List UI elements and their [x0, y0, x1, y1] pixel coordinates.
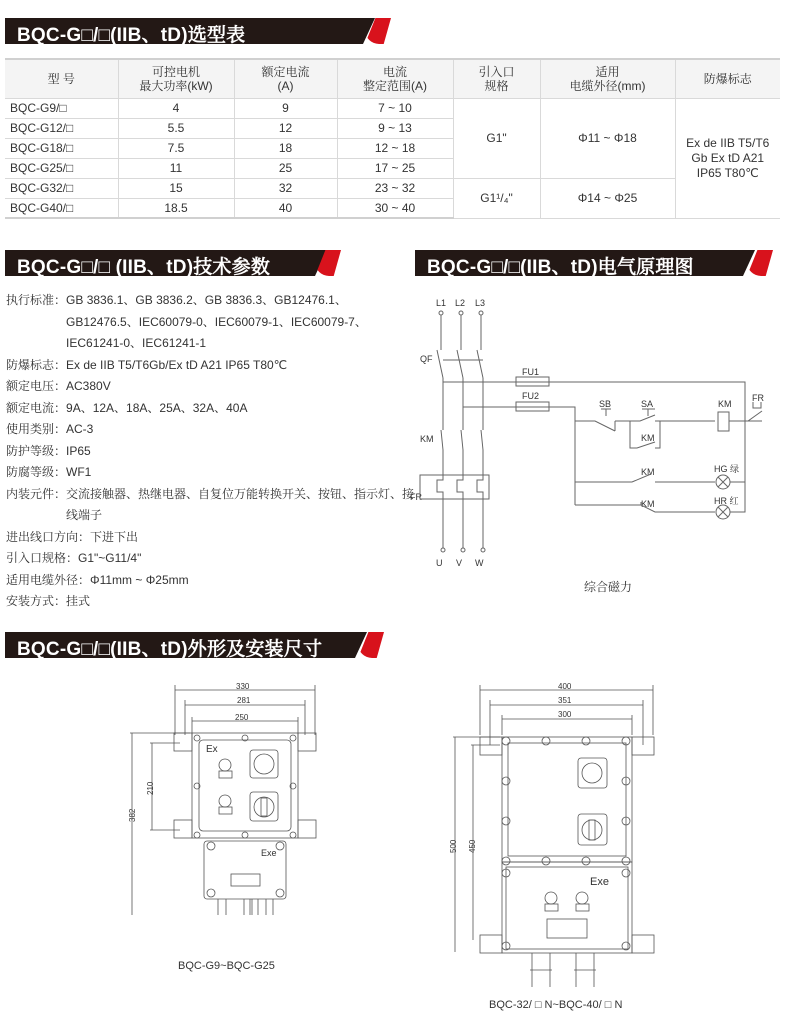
- table-row: [5, 98, 780, 118]
- cell-range: 12 ~ 18: [337, 138, 453, 158]
- param-label: 额定电流：: [6, 400, 67, 415]
- header-cable: 适用 电缆外径(mm): [540, 59, 675, 98]
- param-value: G1"~G11/4": [78, 551, 142, 565]
- bolt-icons: [502, 737, 630, 950]
- cell-current: 12: [234, 118, 337, 138]
- power-circuit: [420, 311, 745, 552]
- table-row: [5, 178, 780, 198]
- param-standards: [6, 290, 416, 355]
- section-title: BQC-G□/□(IIB、tD)外形及安装尺寸: [17, 639, 323, 660]
- dim-width-400: 400: [558, 682, 572, 691]
- cell-inlet: G1": [453, 98, 540, 178]
- param-value: Ex de IIB T5/T6Gb/Ex tD A21 IP65 T80℃: [66, 357, 288, 372]
- param-current: [6, 398, 416, 420]
- header-inlet: 引入口 规格: [453, 59, 540, 98]
- label-v: V: [456, 558, 463, 568]
- section-banner-parameters: [5, 250, 350, 276]
- label-hg-green: HG 绿: [714, 464, 740, 474]
- cell-range: 17 ~ 25: [337, 158, 453, 178]
- cell-model: BQC-G12/□: [5, 118, 118, 138]
- param-label: 安装方式：: [6, 594, 67, 608]
- cell-range: 9 ~ 13: [337, 118, 453, 138]
- cell-range: 30 ~ 40: [337, 198, 453, 218]
- param-value: 交流接触器、热继电器、自复位万能转换开关、按钮、指示灯、接线端子: [66, 486, 415, 522]
- cell-power: 5.5: [118, 118, 234, 138]
- label-fu2: FU2: [522, 391, 540, 401]
- label-km-coil: KM: [718, 399, 732, 409]
- parameter-list: [6, 290, 416, 613]
- small-drawing-caption: BQC-G9~BQC-G25: [178, 960, 275, 972]
- cell-current: 9: [234, 98, 337, 118]
- header-current: 额定电流 (A): [234, 59, 337, 98]
- dimension-drawing-small: [120, 675, 340, 915]
- header-power: 可控电机 最大功率(kW): [118, 59, 234, 98]
- dim-width-330: 330: [236, 682, 250, 691]
- cell-current: 40: [234, 198, 337, 218]
- cell-current: 32: [234, 178, 337, 198]
- exe-label: Exe: [261, 848, 277, 858]
- param-label: 内装元件：: [6, 486, 67, 501]
- cell-power: 18.5: [118, 198, 234, 218]
- param-label: 执行标准：: [6, 293, 67, 307]
- label-qf: QF: [420, 354, 433, 364]
- param-cable: [6, 570, 416, 592]
- dimension-drawing-large: [440, 675, 670, 995]
- section-banner-schematic: [415, 250, 780, 276]
- ex-label: Ex: [206, 744, 218, 755]
- cell-power: 4: [118, 98, 234, 118]
- section-title: BQC-G□/□(IIB、tD)选型表: [17, 25, 246, 46]
- dim-height-500: 500: [449, 839, 458, 853]
- label-fr-relay: FR: [410, 492, 422, 502]
- indicator-lamp-icon: [219, 759, 231, 771]
- dim-height-382: 382: [128, 808, 137, 822]
- cell-model: BQC-G25/□: [5, 158, 118, 178]
- cell-range: 7 ~ 10: [337, 98, 453, 118]
- dim-width-351: 351: [558, 696, 572, 705]
- label-l1: L1: [436, 298, 447, 308]
- header-mark: 防爆标志: [675, 59, 780, 98]
- param-value: AC380V: [66, 379, 111, 393]
- cell-current: 18: [234, 138, 337, 158]
- cell-model: BQC-G40/□: [5, 198, 118, 218]
- label-hr-red: HR 红: [714, 496, 739, 506]
- param-label: 进出线口方向：: [6, 529, 91, 544]
- label-w: W: [475, 558, 484, 568]
- header-model: 型 号: [5, 59, 118, 98]
- param-category: [6, 419, 416, 441]
- cell-cable: Φ14 ~ Φ25: [540, 178, 675, 218]
- table-header-row: [5, 59, 780, 98]
- cell-inlet: G1¹/₄": [453, 178, 540, 218]
- cell-range: 23 ~ 32: [337, 178, 453, 198]
- label-l3: L3: [475, 298, 486, 308]
- param-label: 防护等级：: [6, 443, 67, 458]
- param-value: WF1: [66, 465, 92, 479]
- label-l2: L2: [455, 298, 466, 308]
- exe-label: Exe: [590, 876, 609, 888]
- param-value: AC-3: [66, 422, 94, 436]
- section-banner-selection: [5, 18, 400, 44]
- label-fr-contact: FR: [752, 393, 764, 403]
- param-value: GB 3836.1、GB 3836.2、GB 3836.3、GB12476.1、GB12476.5、IEC60079-0、IEC60079-1、IEC60079-7、IEC61241-0、IEC61241-1: [66, 293, 367, 350]
- cell-model: BQC-G18/□: [5, 138, 118, 158]
- label-km-nc: KM: [641, 499, 655, 509]
- cell-cable: Φ11 ~ Φ18: [540, 98, 675, 178]
- dim-width-281: 281: [237, 696, 251, 705]
- section-title: BQC-G□/□ (IIB、tD)技术参数: [17, 257, 271, 278]
- section-banner-dimensions: [5, 632, 390, 658]
- cell-model: BQC-G9/□: [5, 98, 118, 118]
- label-sb: SB: [599, 399, 612, 409]
- cell-model: BQC-G32/□: [5, 178, 118, 198]
- dim-width-250: 250: [235, 713, 249, 722]
- large-drawing-caption: BQC-32/ □ N~BQC-40/ □ N: [489, 999, 623, 1011]
- section-title: BQC-G□/□(IIB、tD)电气原理图: [427, 257, 694, 278]
- schematic-caption: 综合磁力: [584, 580, 633, 594]
- cell-power: 15: [118, 178, 234, 198]
- param-label: 适用电缆外径：: [6, 572, 91, 587]
- param-protection: [6, 441, 416, 463]
- cell-power: 7.5: [118, 138, 234, 158]
- param-wiring-direction: [6, 527, 416, 549]
- param-anticorrosion: [6, 462, 416, 484]
- cell-explosion-mark: Ex de IIB T5/T6 Gb Ex tD A21 IP65 T80℃: [675, 98, 780, 218]
- label-fu1: FU1: [522, 367, 540, 377]
- param-label: 使用类别：: [6, 422, 67, 436]
- param-value: 挂式: [66, 594, 91, 608]
- label-sa: SA: [641, 399, 654, 409]
- param-label: 防爆标志：: [6, 357, 67, 372]
- param-inlet: [6, 548, 416, 570]
- label-u: U: [436, 558, 443, 568]
- param-voltage: [6, 376, 416, 398]
- label-km-hold: KM: [641, 433, 655, 443]
- param-label: 引入口规格：: [6, 551, 79, 565]
- param-mounting: [6, 591, 416, 613]
- param-value: 9A、12A、18A、25A、32A、40A: [66, 400, 248, 415]
- indicator-lamp-icon: [219, 795, 231, 807]
- label-km-main: KM: [420, 434, 434, 444]
- selection-table: [5, 58, 780, 219]
- cell-current: 25: [234, 158, 337, 178]
- label-km-no: KM: [641, 467, 655, 477]
- header-range: 电流 整定范围(A): [337, 59, 453, 98]
- param-value: 下进下出: [90, 529, 139, 544]
- dim-height-450: 450: [468, 839, 477, 853]
- dim-width-300: 300: [558, 710, 572, 719]
- param-explosion-mark: [6, 355, 416, 377]
- param-label: 防腐等级：: [6, 465, 67, 479]
- param-value: IP65: [66, 443, 91, 458]
- param-label: 额定电压：: [6, 379, 67, 393]
- electrical-schematic: [405, 290, 800, 580]
- param-components: [6, 484, 416, 527]
- cell-power: 11: [118, 158, 234, 178]
- indicator-lamp-icon: [545, 892, 557, 904]
- indicator-lamp-icon: [576, 892, 588, 904]
- param-value: Φ11mm ~ Φ25mm: [90, 572, 189, 587]
- dim-height-210: 210: [146, 781, 155, 795]
